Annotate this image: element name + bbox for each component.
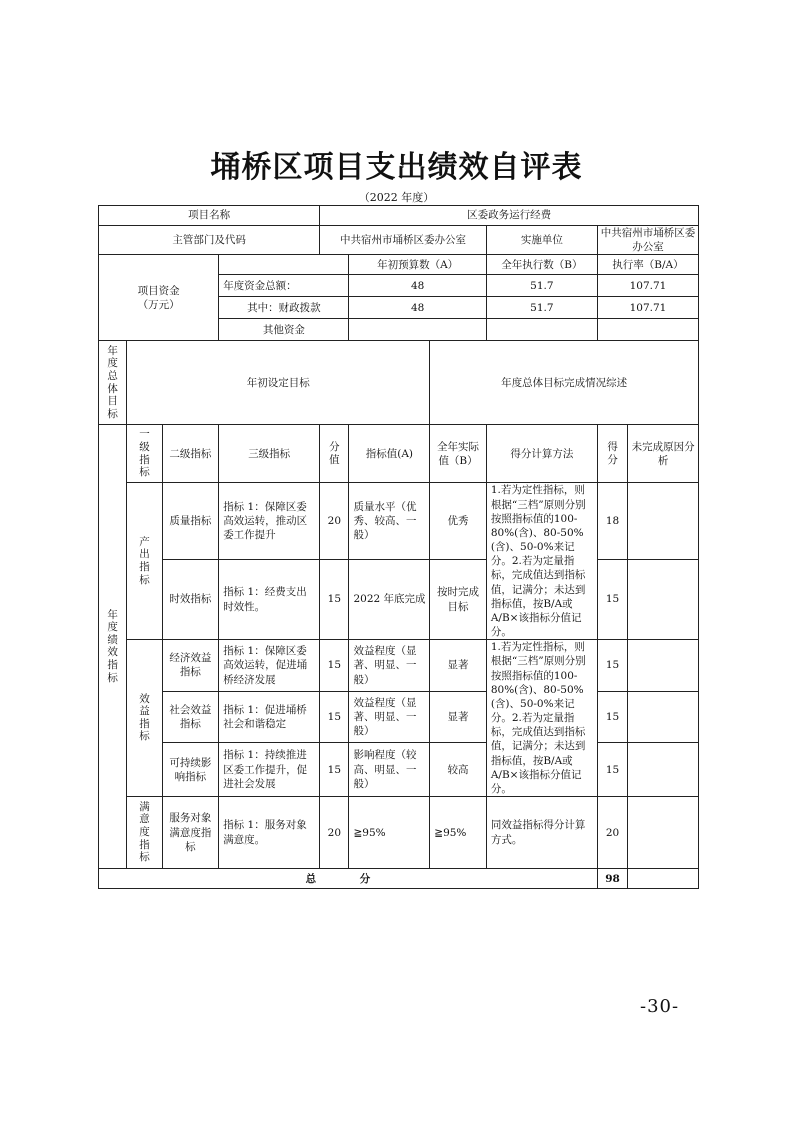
level2-cell: 质量指标	[162, 483, 219, 559]
level2-cell: 社会效益指标	[162, 691, 219, 743]
level2-cell: 服务对象满意度指标	[162, 797, 219, 869]
table-row	[99, 425, 699, 483]
reason-cell	[628, 640, 699, 692]
target-cell: 影响程度（较高、明显、一般）	[349, 743, 430, 797]
method-cell: 同效益指标得分计算方式。	[486, 797, 597, 869]
table-row	[99, 797, 699, 869]
project-name-label: 项目名称	[99, 206, 320, 226]
reason-cell	[628, 743, 699, 797]
benefit-label: 效益指标	[127, 640, 162, 797]
funds-rate: 107.71	[597, 297, 698, 319]
actual-cell: 按时完成目标	[430, 559, 487, 639]
weight-cell: 15	[320, 559, 349, 639]
reason-cell	[628, 483, 699, 559]
total-row	[99, 869, 699, 889]
level3-cell: 指标 1：持续推进区委工作提升，促进社会发展	[219, 743, 320, 797]
score-cell: 15	[597, 559, 627, 639]
funds-row-label: 年度资金总额：	[219, 275, 349, 297]
header-level1: 一级指标	[127, 425, 162, 483]
header-level2: 二级指标	[162, 425, 219, 483]
actual-cell: 显著	[430, 640, 487, 692]
actual-cell: 优秀	[430, 483, 487, 559]
weight-cell: 20	[320, 483, 349, 559]
score-cell: 20	[597, 797, 627, 869]
level3-cell: 指标 1：保障区委高效运转，促进埇桥经济发展	[219, 640, 320, 692]
table-row	[99, 341, 699, 425]
score-cell: 15	[597, 640, 627, 692]
target-cell: 2022 年底完成	[349, 559, 430, 639]
funds-label: 项目资金 （万元）	[99, 255, 219, 341]
table-row	[99, 206, 699, 226]
header-method: 得分计算方法	[486, 425, 597, 483]
indicator-section-label: 年度绩效指标	[99, 425, 127, 869]
actual-cell: ≧95%	[430, 797, 487, 869]
table-row	[99, 640, 699, 692]
funds-exec: 51.7	[486, 297, 597, 319]
level3-cell: 指标 1：经费支出时效性。	[219, 559, 320, 639]
table-row	[99, 483, 699, 559]
budget-header: 年初预算数（A）	[349, 255, 486, 275]
reason-cell	[628, 691, 699, 743]
score-cell: 15	[597, 743, 627, 797]
header-weight: 分值	[320, 425, 349, 483]
target-cell: 质量水平（优秀、较高、一般）	[349, 483, 430, 559]
impl-label: 实施单位	[486, 226, 597, 255]
header-reason: 未完成原因分析	[628, 425, 699, 483]
target-cell: ≧95%	[349, 797, 430, 869]
weight-cell: 15	[320, 743, 349, 797]
page-title: 埇桥区项目支出绩效自评表	[210, 150, 583, 185]
funds-row-label: 其中：财政拨款	[219, 297, 349, 319]
header-actual: 全年实际值（B）	[430, 425, 487, 483]
funds-exec: 51.7	[486, 275, 597, 297]
header-level3: 三级指标	[219, 425, 320, 483]
table-row	[99, 255, 699, 275]
table-row	[99, 559, 699, 639]
level3-cell: 指标 1：促进埇桥社会和谐稳定	[219, 691, 320, 743]
goal-label: 年度总体目标	[99, 341, 127, 425]
table-row	[99, 691, 699, 743]
score-cell: 15	[597, 691, 627, 743]
level2-cell: 经济效益指标	[162, 640, 219, 692]
total-score: 98	[597, 869, 627, 889]
output-label: 产出指标	[127, 483, 162, 640]
weight-cell: 15	[320, 691, 349, 743]
table-row	[99, 743, 699, 797]
header-target: 指标值(A)	[349, 425, 430, 483]
weight-cell: 20	[320, 797, 349, 869]
level2-cell: 可持续影响指标	[162, 743, 219, 797]
exec-header: 全年执行数（B）	[486, 255, 597, 275]
dept-value: 中共宿州市埇桥区委办公室	[320, 226, 487, 255]
funds-row-label: 其他资金	[219, 319, 349, 341]
table-row	[99, 226, 699, 255]
method-cell: 1.若为定性指标，则根据“三档”原则分别按照指标值的100-80%(含)、80-50%(含)、50-0%来记分。2.若为定量指标，完成值达到指标值，记满分；未达到指标值，按B/A或A/B×该指标分值记分。	[486, 640, 597, 797]
impl-value: 中共宿州市埇桥区委办公室	[597, 226, 698, 255]
reason-cell	[628, 559, 699, 639]
project-name-value: 区委政务运行经费	[320, 206, 699, 226]
funds-budget: 48	[349, 297, 486, 319]
weight-cell: 15	[320, 640, 349, 692]
header-score: 得分	[597, 425, 627, 483]
funds-budget: 48	[349, 275, 486, 297]
goal-initial: 年初设定目标	[127, 341, 430, 425]
page-number: -30-	[640, 996, 680, 1017]
actual-cell: 显著	[430, 691, 487, 743]
target-cell: 效益程度（显著、明显、一般）	[349, 640, 430, 692]
level2-cell: 时效指标	[162, 559, 219, 639]
level3-cell: 指标 1：服务对象满意度。	[219, 797, 320, 869]
actual-cell: 较高	[430, 743, 487, 797]
target-cell: 效益程度（显著、明显、一般）	[349, 691, 430, 743]
rate-header: 执行率（B/A）	[597, 255, 698, 275]
method-cell: 1.若为定性指标，则根据“三档”原则分别按照指标值的100-80%(含)、80-50%(含)、50-0%来记分。2.若为定量指标，完成值达到指标值，记满分；未达到指标值，按B/A或A/B×该指标分值记分。	[486, 483, 597, 640]
reason-cell	[628, 797, 699, 869]
dept-label: 主管部门及代码	[99, 226, 320, 255]
funds-rate: 107.71	[597, 275, 698, 297]
goal-summary: 年度总体目标完成情况综述	[430, 341, 699, 425]
performance-table	[98, 205, 699, 889]
satisfaction-label: 满意度指标	[127, 797, 162, 869]
year-label: （2022 年度）	[358, 191, 435, 204]
level3-cell: 指标 1：保障区委高效运转，推动区委工作提升	[219, 483, 320, 559]
total-label: 总 分	[99, 869, 598, 889]
score-cell: 18	[597, 483, 627, 559]
